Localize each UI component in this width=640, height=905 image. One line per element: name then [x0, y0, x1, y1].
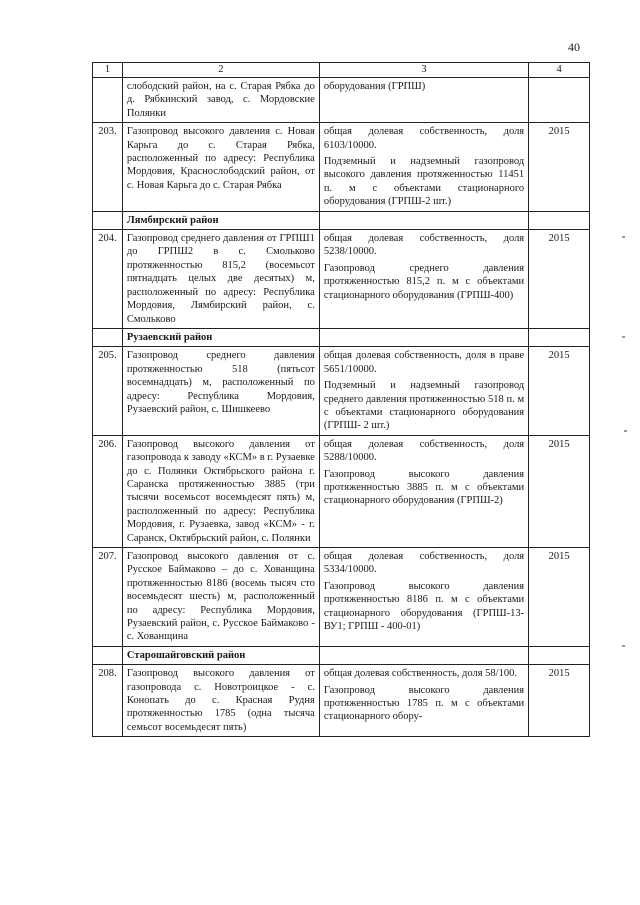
- region-empty-cell: [319, 328, 528, 346]
- region-name: Рузаевский район: [122, 328, 319, 346]
- item-year: 2015: [529, 230, 590, 329]
- ownership-text: Газопровод высокого давления протяженностью 3885 п. м с объектами стационарного оборудования (ГРПШ-2): [323, 468, 525, 507]
- region-name: Старошайговский район: [122, 646, 319, 664]
- item-ownership: [319, 230, 528, 329]
- item-year: 2015: [529, 123, 590, 211]
- item-description: [122, 435, 319, 547]
- item-ownership: [319, 435, 528, 547]
- ownership-text: Газопровод высокого давления протяженностью 1785 п. м с объектами стационарного обору-: [323, 684, 525, 723]
- header-col-4: 4: [529, 63, 590, 78]
- item-ownership: [319, 347, 528, 435]
- region-empty-cell: [319, 646, 528, 664]
- item-year: 2015: [529, 548, 590, 647]
- table-row: [93, 347, 590, 435]
- header-col-3: 3: [319, 63, 528, 78]
- item-number: 204.: [93, 230, 123, 329]
- description-text: слободский район, на с. Старая Рябка до д. Рябкинский завод, с. Мордовские Полянки: [126, 81, 315, 119]
- scan-mark: [622, 236, 625, 238]
- description-text: Газопровод высокого давления от с. Русское Баймаково – до с. Хованщина протяженностью 8186 (восемь тысяч сто восемьдесят шесть) м, расположенный по адресу: Республика Мордовия, Рузаевский район, с. Русское Баймаково - с. Хованщина: [126, 551, 315, 643]
- ownership-text: Подземный и надземный газопровод высокого давления протяженностью 11451 п. м с объектами стационарного оборудования (ГРПШ-2 шт.): [323, 156, 525, 208]
- ownership-text: общая долевая собственность, доля 6103/10000.: [323, 126, 525, 151]
- description-text: Газопровод высокого давления от газопровода к заводу «КСМ» в г. Рузаевке до с. Полянки Октябрьского района г. Саранска протяженностью 3885 (три тысячи восемьсот восемьдесят пять) м, расположенный по адресу: Республика Мордовия, г. Рузаевка, завод «КСМ» - г. Саранск, Октябрьский район, с. Полянки: [126, 438, 315, 544]
- description-text: Газопровод среднего давления от ГРПШ1 до ГРПШ2 в с. Смольково протяженностью 815,2 (восемьсот пятнадцать целых две десятых) м, расположенный по адресу: Республика Мордовия, Лямбирский район, с. Смольково: [126, 233, 315, 325]
- ownership-text: Газопровод высокого давления протяженностью 8186 п. м с объектами стационарного оборудования (ГРПШ-13-ВУ1; ГРПШ - 400-01): [323, 580, 525, 633]
- item-ownership: [319, 665, 528, 737]
- item-description: [122, 123, 319, 211]
- region-empty-cell: [319, 211, 528, 229]
- header-col-2: 2: [122, 63, 319, 78]
- ownership-text: общая долевая собственность, доля 5334/10000.: [323, 551, 525, 576]
- region-empty-cell: [529, 646, 590, 664]
- property-table: [92, 62, 590, 737]
- item-description: [122, 230, 319, 329]
- item-number: 208.: [93, 665, 123, 737]
- item-ownership: [319, 78, 528, 123]
- item-year: [529, 78, 590, 123]
- table-row: [93, 435, 590, 547]
- scan-mark: [624, 430, 627, 432]
- region-row: [93, 211, 590, 229]
- region-num-cell: [93, 646, 123, 664]
- item-number: 207.: [93, 548, 123, 647]
- item-number: 206.: [93, 435, 123, 547]
- ownership-text: общая долевая собственность, доля 5238/10000.: [323, 233, 525, 258]
- description-text: Газопровод высокого давления от газопровода с. Новотроицкое - с. Конопать до с. Красная Рудня протяженностью 1785 (одна тысяча семьсот восемьдесят пять): [126, 668, 315, 733]
- ownership-text: общая долевая собственность, доля 5288/10000.: [323, 438, 525, 464]
- item-number: [93, 78, 123, 123]
- scan-mark: [622, 336, 625, 338]
- description-text: Газопровод высокого давления с. Новая Карьга до с. Старая Рябка, расположенный по адресу: Республика Мордовия, Краснослободский район, от с. Новая Карьга до с. Старая Рябка: [126, 126, 315, 191]
- table-row: [93, 230, 590, 329]
- ownership-text: общая долевая собственность, доля в праве 5651/10000.: [323, 350, 525, 375]
- ownership-text: оборудования (ГРПШ): [323, 81, 426, 92]
- item-ownership: [319, 548, 528, 647]
- item-ownership: [319, 123, 528, 211]
- item-number: 203.: [93, 123, 123, 211]
- item-description: [122, 347, 319, 435]
- region-row: [93, 646, 590, 664]
- scan-mark: [622, 645, 625, 647]
- table-row: [93, 78, 590, 123]
- item-description: [122, 548, 319, 647]
- ownership-text: общая долевая собственность, доля 58/100.: [323, 668, 517, 680]
- item-number: 205.: [93, 347, 123, 435]
- item-year: 2015: [529, 347, 590, 435]
- header-col-1: 1: [93, 63, 123, 78]
- ownership-text: Подземный и надземный газопровод среднего давления протяженностью 518 п. м с объектами стационарного оборудования (ГРПШ- 2 шт.): [323, 380, 525, 432]
- description-text: Газопровод среднего давления протяженностью 518 (пятьсот восемнадцать) м, расположенный по адресу: Республика Мордовия, Рузаевский район, с. Шишкеево: [126, 350, 315, 415]
- region-empty-cell: [529, 211, 590, 229]
- item-year: 2015: [529, 665, 590, 737]
- page-number: 40: [568, 40, 580, 54]
- table-header-row: [93, 63, 590, 78]
- table-row: [93, 665, 590, 737]
- item-description: [122, 78, 319, 123]
- region-row: [93, 328, 590, 346]
- region-num-cell: [93, 328, 123, 346]
- item-description: [122, 665, 319, 737]
- ownership-text: Газопровод среднего давления протяженностью 815,2 п. м с объектами стационарного оборудования (ГРПШ-400): [323, 262, 525, 301]
- region-num-cell: [93, 211, 123, 229]
- table-row: [93, 548, 590, 647]
- region-empty-cell: [529, 328, 590, 346]
- item-year: 2015: [529, 435, 590, 547]
- region-name: Лямбирский район: [122, 211, 319, 229]
- table-row: [93, 123, 590, 211]
